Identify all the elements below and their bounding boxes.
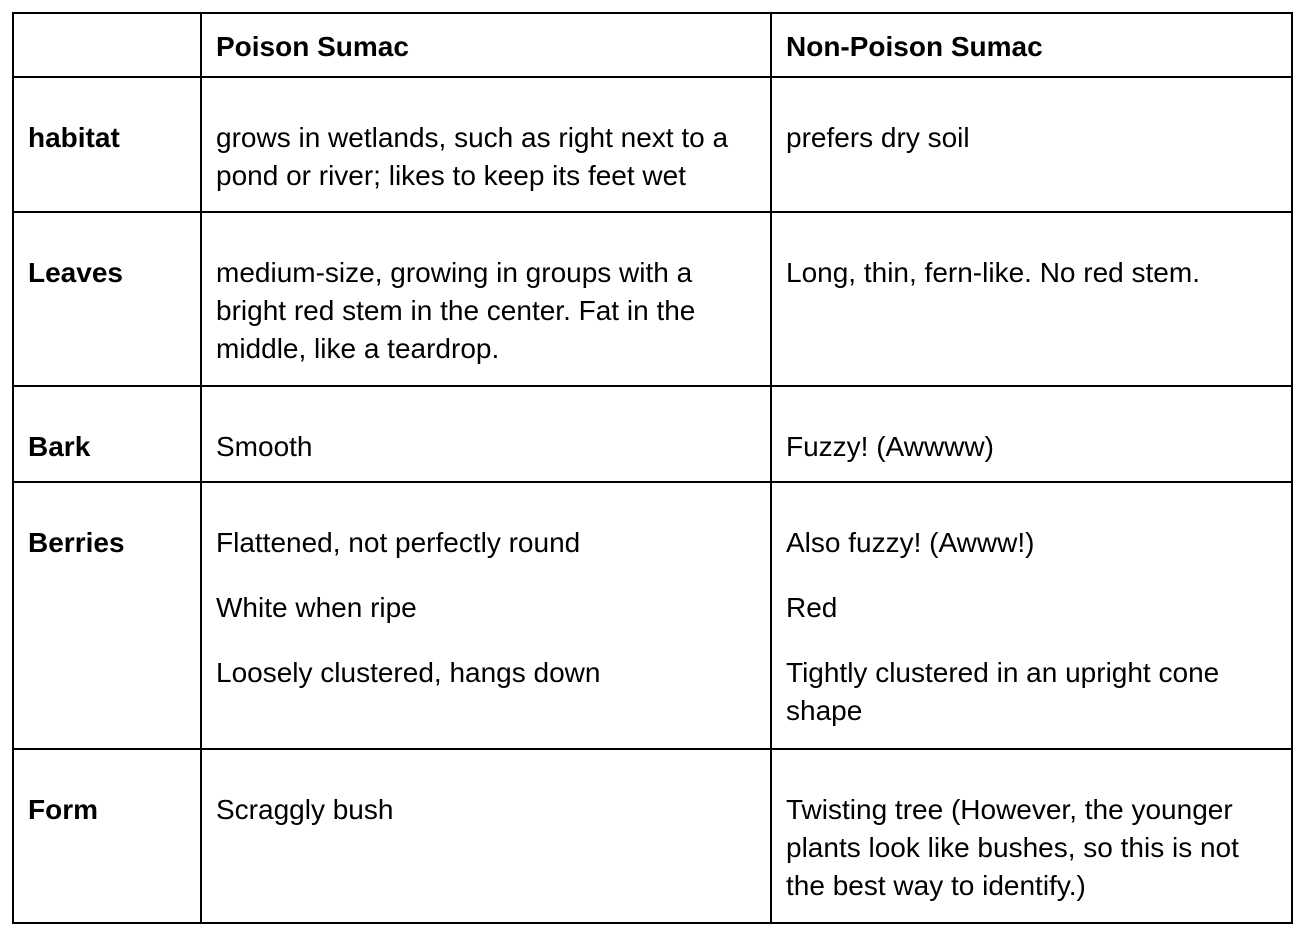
row-label-leaves: Leaves xyxy=(13,212,201,386)
cell-non-poison-habitat xyxy=(771,77,1292,212)
cell-text: Also fuzzy! (Awww!) xyxy=(786,527,1035,558)
cell-non-poison-form xyxy=(771,749,1292,923)
table-row-leaves xyxy=(13,212,1292,386)
cell-text: Long, thin, fern-like. No red stem. xyxy=(786,257,1200,288)
cell-poison-form xyxy=(201,749,771,923)
cell-text: Twisting tree (However, the younger plants look like bushes, so this is not the best way to identify.) xyxy=(786,794,1239,901)
table-row-habitat xyxy=(13,77,1292,212)
row-label-habitat: habitat xyxy=(13,77,201,212)
table-header-row xyxy=(13,13,1292,77)
cell-text: Smooth xyxy=(216,431,313,462)
cell-text: grows in wetlands, such as right next to a pond or river; likes to keep its feet wet xyxy=(216,122,729,191)
cell-non-poison-bark xyxy=(771,386,1292,482)
cell-text: Fuzzy! (Awwww) xyxy=(786,431,994,462)
cell-text: Loosely clustered, hangs down xyxy=(216,657,601,688)
header-cell-empty xyxy=(13,13,201,77)
cell-poison-bark xyxy=(201,386,771,482)
header-cell-poison-sumac: Poison Sumac xyxy=(201,13,771,77)
row-label-berries: Berries xyxy=(13,482,201,749)
cell-text: Scraggly bush xyxy=(216,794,394,825)
table-row-berries xyxy=(13,482,1292,749)
table-row-bark xyxy=(13,386,1292,482)
table-row-form xyxy=(13,749,1292,923)
header-cell-non-poison-sumac: Non-Poison Sumac xyxy=(771,13,1292,77)
cell-poison-leaves xyxy=(201,212,771,386)
cell-text: prefers dry soil xyxy=(786,122,970,153)
cell-non-poison-berries xyxy=(771,482,1292,749)
cell-text: White when ripe xyxy=(216,592,417,623)
comparison-table xyxy=(12,12,1293,924)
row-label-bark: Bark xyxy=(13,386,201,482)
cell-text: medium-size, growing in groups with a bright red stem in the center. Fat in the middle, like a teardrop. xyxy=(216,257,696,364)
cell-text: Flattened, not perfectly round xyxy=(216,527,581,558)
cell-text: Tightly clustered in an upright cone shape xyxy=(786,657,1220,726)
cell-non-poison-leaves xyxy=(771,212,1292,386)
cell-poison-berries xyxy=(201,482,771,749)
row-label-form: Form xyxy=(13,749,201,923)
cell-text: Red xyxy=(786,592,838,623)
cell-poison-habitat xyxy=(201,77,771,212)
